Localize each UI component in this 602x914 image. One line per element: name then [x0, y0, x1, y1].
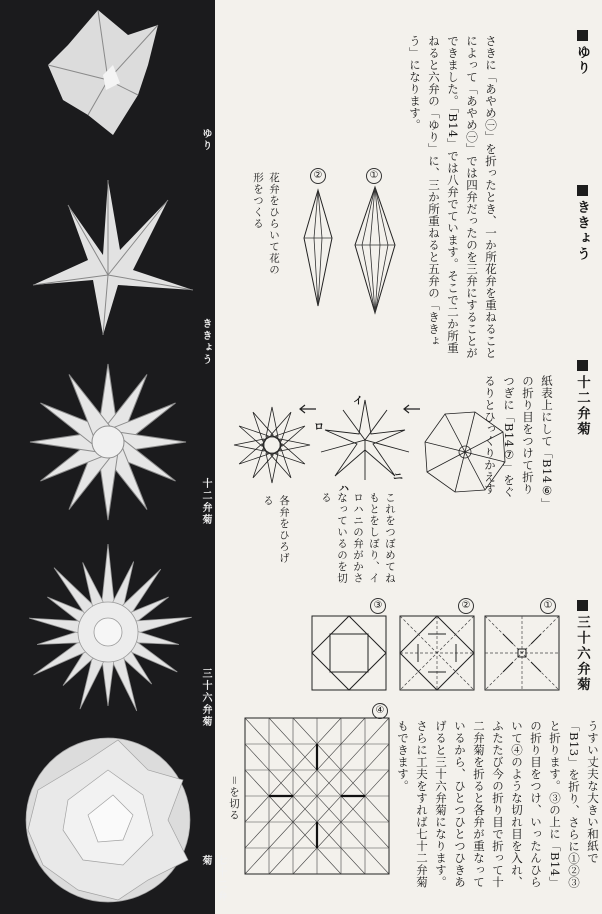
- sanjuuroku-diagram-2: [398, 614, 476, 692]
- sanjuuroku-cut-note: ＝を切る: [228, 775, 240, 821]
- label-i: イ: [353, 396, 363, 407]
- photo-yuri: [8, 5, 208, 155]
- heading-kikyou: ききょう: [572, 185, 592, 262]
- heading-yuri: ゆり: [572, 30, 592, 76]
- juunibengiku-note-1: これをつぼめてねもとをしぼり、イロハニの弁がかさなっているのを切る: [320, 492, 396, 584]
- caption-yuri: ゆり: [200, 128, 211, 152]
- caption-kikyou: ききょう: [200, 318, 211, 366]
- sanjuuroku-step-2: ②: [458, 598, 474, 614]
- juunibengiku-diagram-right: [418, 405, 513, 500]
- caption-juunibengiku: 十二弁菊: [200, 478, 211, 526]
- sanjuuroku-step-4: ④: [372, 703, 388, 719]
- text-sanjuurokubengiku: うすい丈夫な大きい和紙で「B13」を折り、さらに①②③と折ります。③の上に「B14」の折り目をつけ、いったんひらいて④のような切れ目を入れ、ふたたび今の折り目で折って十二弁菊を折ると各弁が重なっているから、ひとつひとつひきあげると三十六弁菊になります。さらに工夫をすれば七十二弁菊もできます。: [396, 720, 600, 889]
- label-ha: ハ: [339, 484, 349, 495]
- photo-sanjuurokubengiku: [8, 540, 208, 720]
- label-ni: ニ: [393, 472, 403, 483]
- sanjuuroku-step-1: ①: [540, 598, 556, 614]
- photo-shichijuunibengiku: [8, 725, 208, 910]
- caption-shichijuunibengiku: 七十二弁菊: [200, 855, 226, 903]
- kikyou-diagram-1: [350, 185, 400, 315]
- juunibengiku-note-2: 各弁をひろげる: [262, 495, 290, 564]
- label-ro: ロ: [314, 422, 324, 433]
- kikyou-step-1: ①: [366, 168, 382, 184]
- kikyou-step-2: ②: [310, 168, 326, 184]
- heading-juunibengiku: 十二弁菊: [572, 360, 592, 437]
- sanjuuroku-diagram-1: [483, 614, 561, 692]
- heading-sanjuurokubengiku: 三十六弁菊: [572, 600, 592, 693]
- sanjuuroku-step-3: ③: [370, 598, 386, 614]
- kikyou-note: 花弁をひらいて花の形をつくる: [252, 172, 280, 276]
- text-yuri: さきに「あやめ㊀」を折ったとき、一か所花弁を重ねることによって「あやめ㊀」では四弁だったのを三弁にすることができました。「B14」では八弁でています。そこで二か所重ねると六弁の「ゆり」に、三か所重ねると五弁の「ききょう」になります。: [408, 35, 498, 359]
- photo-strip: [0, 0, 226, 914]
- photo-juunibengiku: [8, 360, 208, 520]
- kikyou-diagram-2: [298, 188, 338, 308]
- photo-kikyou: [8, 175, 208, 350]
- sanjuuroku-diagram-4: [243, 716, 391, 876]
- caption-sanjuurokubengiku: 三十六弁菊: [200, 668, 211, 728]
- juunibengiku-diagram-left: [232, 405, 312, 485]
- sanjuuroku-diagram-3: [310, 614, 388, 692]
- text-juunibengiku: 紙表上にして「B14⑥」の折り目をつけて折り つぎに「B14⑦」をぐるりとひっくりかえす: [483, 375, 554, 507]
